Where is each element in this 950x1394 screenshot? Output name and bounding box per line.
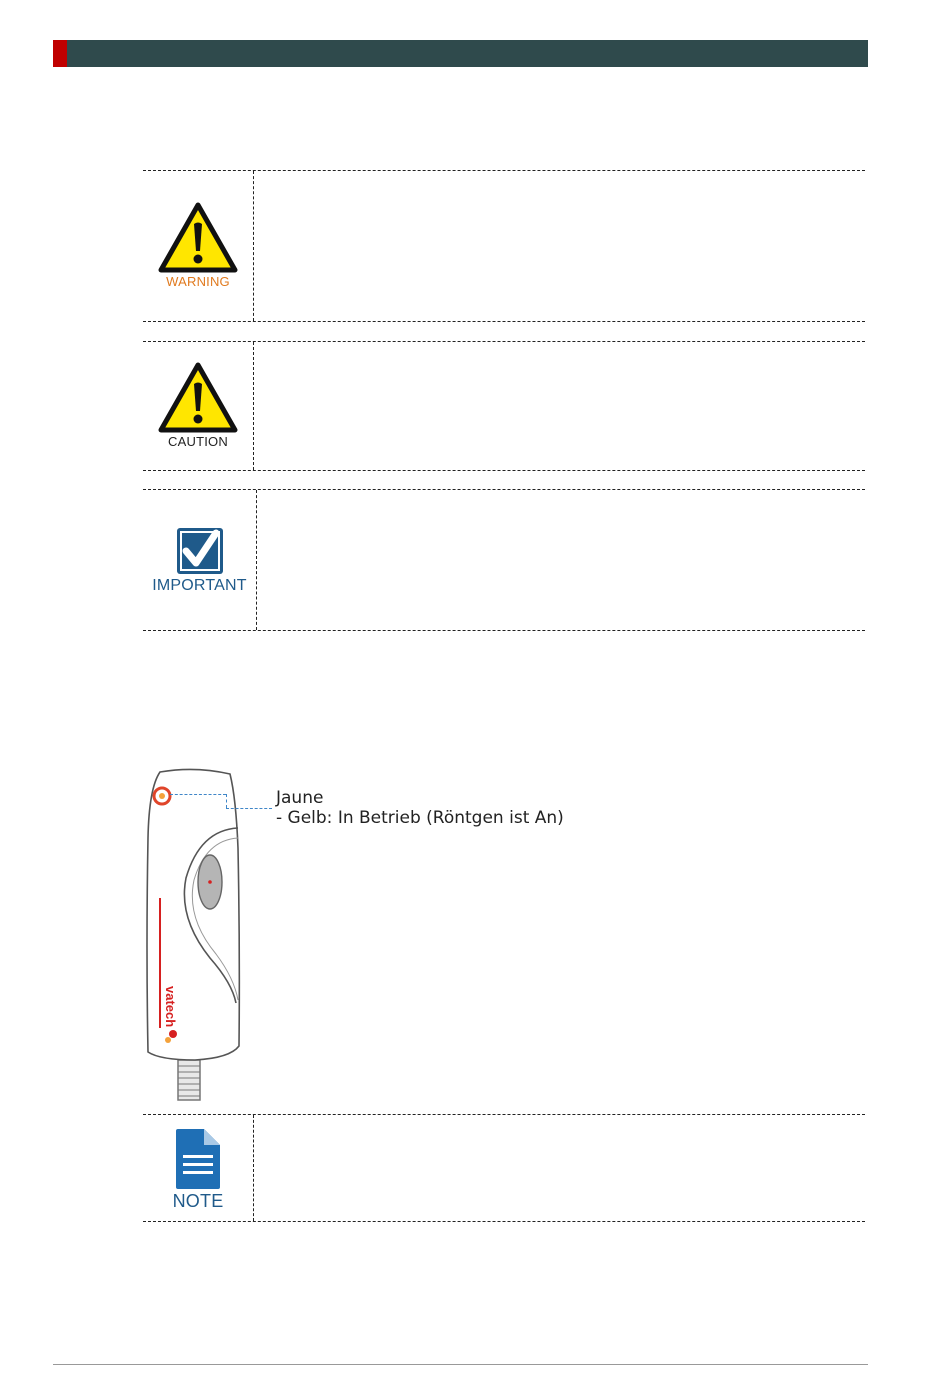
- callout-line-v: [226, 794, 227, 808]
- note-icon-cell: [143, 1115, 253, 1221]
- caution-content: [255, 342, 865, 470]
- brand-logo: vatech: [163, 986, 178, 1028]
- notice-divider: [253, 342, 254, 470]
- warning-icon-cell: [143, 171, 253, 321]
- note-document-icon: [174, 1127, 222, 1191]
- notice-divider: [256, 490, 257, 630]
- cable: [178, 1060, 200, 1100]
- warning-content: [255, 171, 865, 321]
- caution-label: CAUTION: [168, 434, 228, 449]
- note-label: NOTE: [172, 1191, 224, 1211]
- notice-divider: [253, 171, 254, 321]
- header-accent: [53, 40, 67, 67]
- warning-label: WARNING: [166, 274, 230, 289]
- page-header-bar: [53, 40, 868, 67]
- callout-line-h1: [170, 794, 226, 795]
- warning-notice: [143, 170, 865, 322]
- callout-title: Jaune: [276, 788, 324, 808]
- important-notice: [143, 489, 865, 631]
- important-label: IMPORTANT: [152, 576, 247, 594]
- caution-notice: [143, 341, 865, 471]
- important-icon-cell: [143, 490, 256, 630]
- caution-icon-cell: [143, 342, 253, 470]
- callout-line-h2: [226, 808, 272, 809]
- warning-icon: [158, 202, 238, 274]
- callout-text: [276, 788, 564, 828]
- note-notice: [143, 1114, 865, 1222]
- status-led-icon: [154, 788, 170, 804]
- important-content: [258, 490, 865, 630]
- note-content: [255, 1115, 865, 1221]
- caution-icon: [158, 362, 238, 434]
- footer-rule: [53, 1364, 868, 1365]
- callout-description: - Gelb: In Betrieb (Röntgen ist An): [276, 808, 564, 828]
- exposure-handswitch-image: [140, 768, 250, 1108]
- notice-divider: [253, 1115, 254, 1221]
- check-icon: [176, 527, 224, 575]
